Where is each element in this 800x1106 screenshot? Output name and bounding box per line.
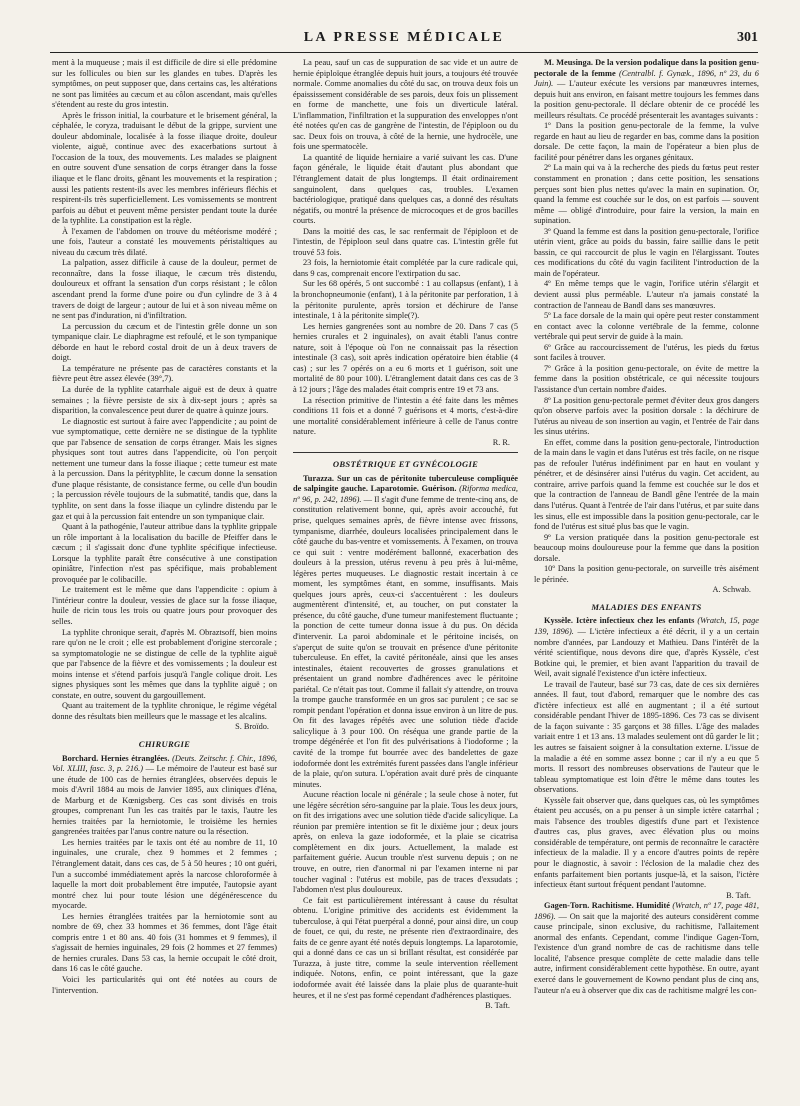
paragraph: Voici les particularités qui ont été notées au cours de l'intervention. [52, 975, 277, 995]
page-number: 301 [737, 30, 758, 45]
paragraph: 4º En même temps que le vagin, l'orifice utérin s'élargit et devient aussi plus perméable. L'auteur n'a jamais constaté la contraction de l'anneau de Bandl dans ses manœuvres. [534, 279, 759, 310]
paragraph: ment à la muqueuse ; mais il est difficile de dire si elle prédomine sur les follicules ou bien sur les glandes en tubes. D'après les symptômes, on peut supposer que, dans certains cas, les altérations ne sont pas limitées au cæcum et au côlon ascendant, mais qu'elles s'étendent au reste du gros intestin. [52, 58, 277, 110]
paragraph: 10º Dans la position genu-pectorale, on surveille très aisément le périnée. [534, 564, 759, 584]
article-reference: (Deuts. Zeitschr. f. Chir., 1896, Vol. XLIII, fasc. 3, p. 216.) [52, 753, 277, 774]
section-rule [293, 452, 518, 453]
paragraph: 6º Grâce au raccourcissement de l'utérus, les pieds du fœtus sont faciles à trouver. [534, 342, 759, 363]
article-text: — Il s'agit d'une femme de trente-cinq ans, de constitution relativement bonne, qui, après avoir accouché, fut prise, quelques semaines après, de fièvre intense avec frissons, tympanisme, diarrhée, douleurs localisées principalement dans le côté gauche du bas-ventre et vomissements. À l'examen, on trouva ce qui suit : ventre modérément ballonné, exacerbation des douleurs à la pression, utérus revenu à peu près à lui-même, légères pertes muqueuses. Le diagnostic restait incertain à ce moment, les symptômes étant, en somme, insuffisants. Mais quelques jours après, ceux-ci s'accentuèrent : les douleurs augmentèrent d'intensité, et, au toucher, on put constater la présence, du côté gauche, d'une tumeur manifestement fluctuante ; la ponction de cette tumeur donna issue à du pus. On décida d'intervenir. La paroi abdominale et le péritoine incisés, on s'aperçut de suite qu'on se trouvait en présence d'une péritonite tuberculeuse. En effet, la cavité péritonéale, ainsi que les anses intestinales, étaient recouvertes de grosses granulations et présentaient un grand nombre d'adhérences avec le péritoine pariétal. Ce n'était pas tout. Comme il fallait s'y attendre, on trouva la trompe gauche transformée en un gros sac purulent ; ce sac se rompit pendant l'opération et donna issue environ à un litre de pus. On fit des lavages répétés avec une solution tiède d'acide salicylique à 3 pour 100. On réséqua une grande partie de la trompe dégénérée et l'on fit des pulvérisations à l'iodoforme ; la cavité de la trompe fut bourrée avec des bandelettes de gaze iodoformée dont les extrémités furent passées dans l'angle inférieur de la plaie, qu'on sutura. L'opération avait duré près de cinquante minutes. [293, 494, 518, 789]
text-column-2 [293, 58, 518, 1096]
section-heading: OBSTÉTRIQUE ET GYNÉCOLOGIE [332, 459, 479, 470]
section-heading: CHIRURGIE [138, 739, 191, 749]
article-reference: (Centralbl. f. Gynæk., 1896, nº 23, du 6 Juin). [534, 68, 759, 89]
article-author: Kyssèle. [544, 616, 573, 626]
article-text: — Le mémoire de l'auteur est basé sur une étude de 100 cas de hernies étranglées, observées depuis le mois d'Avril 1884 au mois de Janvier 1895, aux cliniques d'Iéna, de Marburg et de Kœnigsberg. Ces cas sont divisés en trois groupes, comprenant l'un les cas traités par le taxis, l'autre les hernies traitées par la herniotomie, le troisième les hernies gangrenées traitées par l'anus contre nature ou la résection. [52, 764, 277, 837]
article-text: — L'auteur exécute les versions par manœuvres internes, depuis huit ans environ, en faisant mettre toujours les femmes dans la position genu-pectorale. Il déclare obtenir de ce procédé les meilleurs résultats. Ce procédé présenterait les avantages suivants : [534, 79, 759, 120]
article-author: M. Meusinga. [544, 58, 593, 67]
paragraph: 7º Grâce à la position genu-pectorale, on évite de mettre la femme dans la position obstétricale, ce qui nécessite toujours l'assistance d'un certain nombre d'aides. [534, 363, 759, 394]
article-text: — On sait que la majorité des auteurs considèrent comme cause principale, sinon exclusive, du rachitisme, l'allaitement anormal des enfants. Cependant, comme l'indique Gagen-Torn, l'existence d'un grand nombre de cas de rachitisme dans telle localité, l'absence presque complète de cette maladie dans telle autre, infirment considérablement cette hypothèse. En outre, ayant exercé dans le gouvernement de Kowno pendant plus de cinq ans, l'auteur n'a eu à observer que dix cas de rachitisme malgré les con- [534, 911, 759, 995]
text-column-3 [534, 58, 759, 1096]
paragraph: Sur les 68 opérés, 5 ont succombé : 1 au collapsus (enfant), 1 à la bronchopneumonie (enfant), 1 à la péritonite par perforation, 1 à la péritonite purulente, après torsion et déchirure de l'anse intestinale, 1 à la péritonite simple(?). [293, 279, 518, 321]
paragraph: Les hernies gangrenées sont au nombre de 20. Dans 7 cas (5 hernies crurales et 2 inguinales), on avait établi l'anus contre nature, soit à l'époque où l'on ne connaissait pas la résection intestinale (3 cas), soit après indication opératoire bien établie (4 cas) ; sur les 7 opérés on a eu 6 morts et 1 guérison, soit une mortalité de 80 pour 100). L'étranglement datait dans ces cas de 3 à 12 jours ; l'âge des malades était compris entre 19 et 73 ans. [293, 321, 518, 394]
paragraph: 9º La version pratiquée dans la position genu-pectorale est beaucoup moins douloureuse pour la femme que dans la position dorsale. [534, 532, 759, 563]
article-lead-paragraph [534, 58, 759, 121]
paragraph: Le diagnostic est surtout à faire avec l'appendicite ; au point de vue symptomatique, cette dernière ne se distingue de la typhlite que par l'absence de sensation de corps étranger. Mais les signes physiques sont tout autres dans l'appendicite, où l'on perçoit nettement une tumeur dans la fosse iliaque ; cette tumeur est mate à la percussion. Dans la pérityphlite, le cæcum donne la sensation d'une plaque résistante, de consistance ferme, ou celle d'un boudin ; la percussion révèle toujours de la submatité, tandis que, dans la typhlite, on sent dans la fosse iliaque un cylindre distendu par le gaz et qui à la percussion fait entendre un son tympanique clair. [52, 416, 277, 521]
article-title: Rachitisme. Humidité [591, 901, 670, 911]
article-reference: (Wratch, nº 17, page 481, 1896). [534, 901, 759, 921]
paragraph: Kyssèle fait observer que, dans quelques cas, où les symptômes étaient peu accusés, on a pu penser à un simple ictère catarrhal ; mais l'absence des troubles digestifs d'une part et l'existence d'autres cas, plus graves, avec élévation plus ou moins considérable de température, ont permis de reconnaître le caractère infectieux de la maladie. Il y a encore d'autres points de repère pour le diagnostic, à savoir : l'éclosion de la maladie chez des enfants parfaitement bien portants jusque-là, et la saison, l'ictère infectieux étant surtout fréquent pendant l'automne. [534, 795, 759, 890]
paragraph: La percussion du cæcum et de l'intestin grêle donne un son tympanique clair. Le diaphragme est refoulé, et le son tympanique déborde en haut le rebord costal droit de un à deux travers de doigt. [52, 321, 277, 363]
paragraph: Les hernies traitées par le taxis ont été au nombre de 11, 10 inguinales, une crurale, chez 9 hommes et 2 femmes ; l'étranglement datait, dans ces cas, de 5 à 50 heures ; 10 ont guéri, l'un a succombé immédiatement après la narcose chloroformée à laquelle la mort doit probablement être imputée, l'autopsie ayant montré chez lui pour toute lésion une dégénérescence du myocarde. [52, 837, 277, 911]
section-heading: MALADIES DES ENFANTS [591, 601, 702, 612]
page-header [50, 26, 758, 53]
paragraph: La palpation, assez difficile à cause de la douleur, permet de reconnaître, dans la fosse iliaque, le cæcum très distendu, douloureux et offrant la sensation d'un corps résistant ; le côlon ascendant prend la forme d'une poire ou d'un cylindre de 3 à 4 travers de doigt de largeur ; autour de lui et à son niveau même on ne sent pas d'induration, ni d'infiltration. [52, 258, 277, 321]
paragraph: La typhlite chronique serait, d'après M. Obraztsoff, bien moins rare qu'on ne le croit ; elle est probablement d'origine stercorale ; sa symptomatologie ne se distingue de celle de la typhlite aiguë que par l'absence de la fièvre et des vomissements ; la douleur est moins intense et s'étend parfois jusqu'à l'angle colique droit. Les signes physiques sont les mêmes que dans la typhlite aiguë ; on constate, en outre, souvent du gargouillement. [52, 627, 277, 700]
paragraph: 1º Dans la position genu-pectorale de la femme, la vulve regarde en haut au lieu de regarder en bas, comme dans la position dorsale. De cette façon, la main de l'opérateur a bien plus de facilité pour pénétrer dans les organes génitaux. [534, 121, 759, 162]
paragraph: À l'examen de l'abdomen on trouve du météorisme modéré ; une fois, l'auteur a constaté les mouvements péristaltiques au niveau du cæcum très dilaté. [52, 226, 277, 257]
paragraph: Dans la moitié des cas, le sac renfermait de l'épiploon et de l'intestin, de l'épiploon seul dans quatre cas. L'intestin grêle fut trouvé 53 fois. [293, 226, 518, 257]
paragraph: La quantité de liquide herniaire a varié suivant les cas. D'une façon générale, le liquide était d'autant plus abondant que l'étranglement datait de plus longtemps. Il était ordinairement sanguinolent, dans quelques cas, troubles. L'examen bactériologique, pratiqué dans quelques cas, a donné des résultats négatifs, ou montré la présence de microcoques et de gros bacilles courts. [293, 152, 518, 226]
paragraph: Après le frisson initial, la courbature et le brisement général, la céphalée, le coryza, traduisant le début de la grippe, survient une douleur abdominale, localisée à la fosse iliaque droite, douleur violente, aiguë, continue avec des exacerbations surtout à l'occasion de la toux, des mouvements. Les malades se plaignent en outre souvent d'une sensation de corps étranger dans la fosse iliaque et le flanc droits, gênant les mouvements et la respiration ; aussi les patients restent-ils avec les membres inférieurs fléchis et respirent-ils très superficiellement. Les vomissements se montrent parfois au début et peuvent même persister pendant toute la durée de la typhlite. La constipation est la règle. [52, 110, 277, 226]
paragraph: La résection primitive de l'intestin a été faite dans les mêmes conditions 11 fois et a donné 7 guérisons et 4 morts, c'est-à-dire une mortalité considérablement inférieure à celle de l'anus contre nature. [293, 395, 518, 437]
article-author: Borchard. [62, 753, 99, 763]
paragraph: La durée de la typhlite catarrhale aiguë est de deux à quatre semaines ; la fièvre persiste de six à dix-sept jours ; après sa disparition, la convalescence peut durer de quatre à quinze jours. [52, 384, 277, 416]
author-signature: B. Taft. [485, 1001, 510, 1011]
paragraph: Le travail de l'auteur, basé sur 73 cas, date de ces six dernières années. Il faut, tout d'abord, remarquer que le nombre des cas d'ictère infectieux est allé en augmentant ; il a été surtout considérable pendant l'hiver de 1895-1896. Ces 73 cas se divisent de la façon suivante : 35 garçons et 38 filles. L'âge des malades variait entre 1 et 13 ans. 13 malades seulement ont dû garder le lit ; les autres se faisaient soigner à la consultation externe. L'issue de la maladie a été en somme assez bonne ; car il n'y a eu que 5 morts. Il ressort des nombreuses observations de l'auteur que le tableau symptomatique est loin d'être le même dans toutes les observations. [534, 679, 759, 795]
article-text: — L'ictère infectieux a été décrit, il y a un certain nombre d'années, par Landouzy et Mathieu. Dans l'intérêt de la vérité scientifique, nous devons dire que, d'après Kyssèle, c'est Botkine qui, le premier, et bien avant l'apparition du travail de Weil, avait signalé l'existence d'un ictère infectieux. [534, 626, 759, 679]
author-signature: B. Taft. [726, 890, 751, 900]
text-column-1 [52, 58, 277, 1096]
article-title: Ictère infectieux chez les enfants [575, 616, 695, 626]
article-reference: (Wratch, 15, page 139, 1896). [534, 616, 759, 636]
paragraph: 5º La face dorsale de la main qui opère peut rester constamment en contact avec la colonne vertébrale de la femme, colonne vertébrale qui peut servir de guide à la main. [534, 311, 759, 342]
paragraph: Aucune réaction locale ni générale ; la seule chose à noter, fut une légère sécrétion séro-sanguine par la plaie. Tous les deux jours, on fit des irrigations avec une solution tiède d'acide salicylique. La réunion par première intention se fit le dixième jour ; deux jours après, on enleva la gaze iodoformée, et la plaie se cicatrisa complètement en dix jours. Actuellement, la malade est parfaitement guérie. Aucun trouble n'est survenu depuis ; on ne trouve, en outre, rien d'anormal ni par l'examen interne ni par toucher vaginal : l'utérus est mobile, pas de traces d'exsudats ; l'abdomen n'est plus douloureux. [293, 790, 518, 895]
paragraph: Le traitement est le même que dans l'appendicite : opium à l'intérieur contre la douleur, vessies de glace sur la fosse iliaque, huile de ricin tous les trois ou quatre jours pour provoquer des selles. [52, 585, 277, 626]
article-title: Hernies étranglées. [100, 753, 170, 763]
paragraph: Quant à la pathogénie, l'auteur attribue dans la typhlite grippale un rôle important à la localisation du bacille de Pfeiffer dans le cæcum ; il s'agissait donc d'une typhlite spécifique infectieuse. Lorsque la typhlite paraît être consécutive à une constipation opiniâtre, l'infection n'est pas spécifique, mais probablement provoquée par le colibacille. [52, 522, 277, 584]
article-lead-paragraph [534, 616, 759, 679]
paragraph: Ce fait est particulièrement intéressant à cause du résultat obtenu. L'origine primitive des accidents est évidemment la tuberculose, à qui l'état puerpéral a donné, pour ainsi dire, un coup de fouet, ce qui, du reste, ne présente rien d'extraordinaire, des faits de ce genre ayant été notés depuis longtemps. La laparotomie, qui a donné dans ce cas un si brillant résultat, est considérée par Turazza, à juste titre, comme la seule intervention réellement indiquée. Notons, enfin, ce point intéressant, que la gaze iodoformée avait été laissée dans la plaie plus de quarante-huit heures, et il ne s'est pas formé cependant d'adhérences plastiques. [293, 895, 518, 1000]
author-signature: A. Schwab. [712, 585, 751, 595]
paragraph: 3º Quand la femme est dans la position genu-pectorale, l'orifice utérin vient, grâce au poids du bassin, faire saillie dans le petit bassin, ce qui raccourcit de plus le vagin en l'élargissant. Toutes ces modifications du côté du vagin facilitent l'introduction de la main de l'opérateur. [534, 226, 759, 278]
author-signature: R. R. [492, 437, 510, 447]
paragraph: En effet, comme dans la position genu-pectorale, l'introduction de la main dans le vagin et dans l'utérus est très facile, on ne risque pas de refouler l'utérus indéfiniment par en haut en voulant y pénétrer, et de désinsérer ainsi l'utérus du vagin. Cet accident, au contraire, arrive parfois quand la femme est couchée sur le dos et que la contraction de l'anneau de Bandl gêne l'entrée de la main dans l'utérus. Quant à l'entrée de l'air dans l'utérus, et par suite dans les sinus, elle est impossible dans la position genu-pectorale, car le fond de l'utérus est situé plus bas que le vagin. [534, 437, 759, 532]
article-lead-paragraph [293, 474, 518, 790]
article-lead-paragraph [534, 901, 759, 996]
article-author: Gagen-Torn. [544, 901, 590, 911]
article-title: Sur un cas de péritonite tuberculeuse compliquée de salpingite gauche. Laparotomie. Guérison. [293, 473, 518, 494]
paragraph: 2º La main qui va à la recherche des pieds du fœtus peut rester constamment en pronation ; dans cette position, les sensations perçues sont bien plus nettes qu'avec la main en supination. Or, quand la femme est couchée sur le dos, on est parfois — souvent même — obligé d'introduire, pour faire la version, la main en supination. [534, 163, 759, 226]
paragraph: La température ne présente pas de caractères constants et la fièvre peut être assez élevée (39°,7). [52, 363, 277, 384]
paragraph: 23 fois, la herniotomie était complétée par la cure radicale qui, dans 9 cas, comprenait encore l'extirpation du sac. [293, 258, 518, 278]
paragraph: 8º La position genu-pectorale permet d'éviter deux gros dangers qu'on observe parfois avec la position dorsale : la déchirure de l'utérus au niveau de son insertion au vagin, et l'entrée de l'air dans les sinus utérins. [534, 395, 759, 437]
journal-title: LA PRESSE MÉDICALE [303, 30, 505, 45]
paragraph: Quant au traitement de la typhlite chronique, le régime végétal donne des résultats bien meilleurs que le massage et les alcalins. [52, 701, 277, 721]
author-signature: S. Broïdo. [235, 722, 269, 732]
article-reference: (Riforma medica, nº 96, p. 242, 1896). [293, 484, 518, 504]
paragraph: Les hernies étranglées traitées par la herniotomie sont au nombre de 69, chez 33 hommes et 36 femmes, dont l'âge était compris entre 1 et 80 ans. 40 fois (31 hommes et 9 femmes), il s'agissait de hernies inguinales, 29 fois (2 hommes et 27 femmes) de hernies crurales. Dans 53 cas, la hernie occupait le côté droit, dans 16 cas le côté gauche. [52, 911, 277, 974]
article-author: Turazza. [303, 473, 334, 483]
article-title: De la version podalique dans la position genu-pectorale de la femme [534, 58, 759, 78]
paragraph: La peau, sauf un cas de suppuration de sac vide et un autre de hernie épiploïque étranglée depuis huit jours, a toujours été trouvée normale. Comme anomalies du côté du sac, on trouva deux fois un épaississement considérable de ses parois, deux fois un plissement en forme de manchette, une fois un diverticule latéral. L'inflammation, l'infiltration et la suppuration des enveloppes n'ont été notées qu'en cas de gangrène de l'intestin, de l'épiploon ou du sac. Deux fois on trouva, à côté de la hernie, une hydrocèle, une fois une spermatocèle. [293, 58, 518, 152]
article-lead-paragraph [52, 754, 277, 838]
